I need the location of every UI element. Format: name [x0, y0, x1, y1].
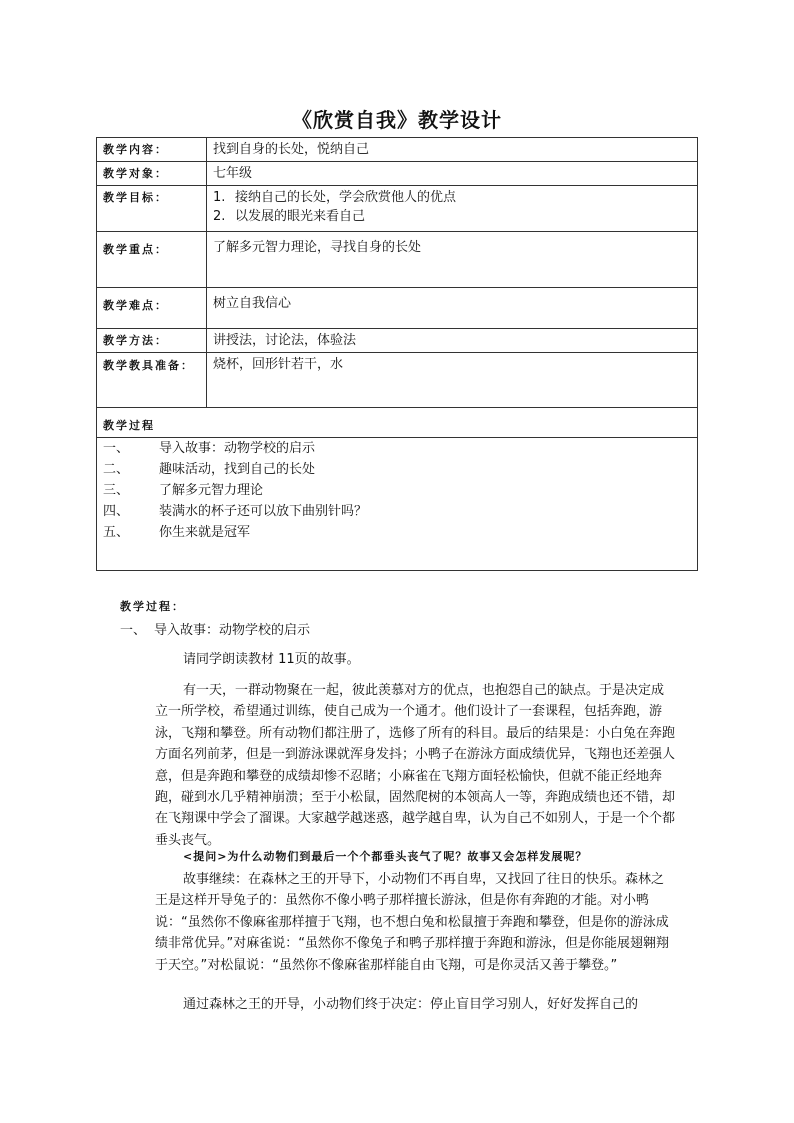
heading-text: 导入故事：动物学校的启示: [154, 623, 311, 638]
question-prompt: <提问>为什么动物们到最后一个个都垂头丧气了呢？故事又会怎样发展呢？: [183, 850, 588, 863]
tools-label: 教学教具准备：: [97, 353, 207, 408]
goal-list: [207, 186, 698, 232]
process-item: 二、 趣味活动，找到自己的长处: [103, 462, 316, 477]
method-value: 讲授法，讨论法，体验法: [207, 329, 698, 353]
lesson-plan-table: [96, 137, 698, 571]
row-content: [97, 138, 698, 162]
object-label: 教学对象：: [97, 162, 207, 186]
document-title: 《欣赏自我》教学设计: [292, 108, 502, 132]
goal-item: 1. 接纳自己的长处，学会欣赏他人的优点: [213, 190, 457, 205]
method-label: 教学方法：: [97, 329, 207, 353]
key-value: 了解多元智力理论，寻找自身的长处: [207, 232, 698, 288]
tools-value: 烧杯，回形针若干，水: [207, 353, 698, 408]
content-value: 找到自身的长处，悦纳自己: [207, 138, 698, 162]
closing-paragraph: 通过森林之王的开导，小动物们终于决定：停止盲目学习别人，好好发挥自己的: [183, 997, 639, 1012]
row-process: [97, 438, 698, 571]
process-label: 教学过程: [97, 408, 698, 438]
process-item: 五、 你生来就是冠军: [103, 525, 251, 540]
row-key: [97, 232, 698, 288]
process-item: 四、 装满水的杯子还可以放下曲别针吗？: [103, 504, 368, 519]
heading-number: 一、: [120, 623, 147, 638]
process-item: 一、 导入故事：动物学校的启示: [103, 441, 316, 456]
process-list: [97, 438, 698, 571]
story-paragraph: 有一天，一群动物聚在一起，彼此羡慕对方的优点，也抱怨自己的缺点。于是决定成立一所学校，希望通过训练，使自己成为一个通才。他们设计了一套课程，包括奔跑，游泳，飞翔和攀登。所有动物们都注册了，选修了所有的科目。最后的结果是：小白兔在奔跑方面名列前茅，但是一到游泳课就浑身发抖；小鸭子在游泳方面成绩优异，飞翔也还差强人意，但是奔跑和攀登的成绩却惨不忍睹；小麻雀在飞翔方面轻松愉快，但就不能正经地奔跑，碰到水几乎精神崩溃；至于小松鼠，固然爬树的本领高人一等，奔跑成绩也还不错，却在飞翔课中学会了溜课。大家越学越迷惑，越学越自卑，认为自己不如别人，于是一个个都垂头丧气。: [155, 683, 676, 848]
goal-label: 教学目标：: [97, 186, 207, 232]
difficulty-label: 教学难点：: [97, 288, 207, 329]
section-label: 教学过程：: [120, 600, 185, 613]
difficulty-value: 树立自我信心: [207, 288, 698, 329]
goal-item: 2. 以发展的眼光来看自己: [213, 209, 366, 224]
row-difficulty: [97, 288, 698, 329]
object-value: 七年级: [207, 162, 698, 186]
story-continuation: 故事继续：在森林之王的开导下，小动物们不再自卑，又找回了往日的快乐。森林之王是这样开导兔子的：虽然你不像小鸭子那样擅长游泳，但是你有奔跑的才能。对小鸭说：“虽然你不像麻雀那样擅于飞翔，也不想白兔和松鼠擅于奔跑和攀登，但是你的游泳成绩非常优异。”对麻雀说：“虽然你不像兔子和鸭子那样擅于奔跑和游泳，但是你能展翅翱翔于天空。”对松鼠说：“虽然你不像麻雀那样能自由飞翔，可是你灵活又善于攀登。”: [155, 872, 669, 973]
content-label: 教学内容：: [97, 138, 207, 162]
row-goals: [97, 186, 698, 232]
row-tools: [97, 353, 698, 408]
key-label: 教学重点：: [97, 232, 207, 288]
row-object: [97, 162, 698, 186]
process-item: 三、 了解多元智力理论: [103, 483, 264, 498]
row-process-header: [97, 408, 698, 438]
section-heading: [120, 619, 310, 638]
row-method: [97, 329, 698, 353]
reading-instruction: 请同学朗读教材 11页的故事。: [183, 652, 360, 667]
